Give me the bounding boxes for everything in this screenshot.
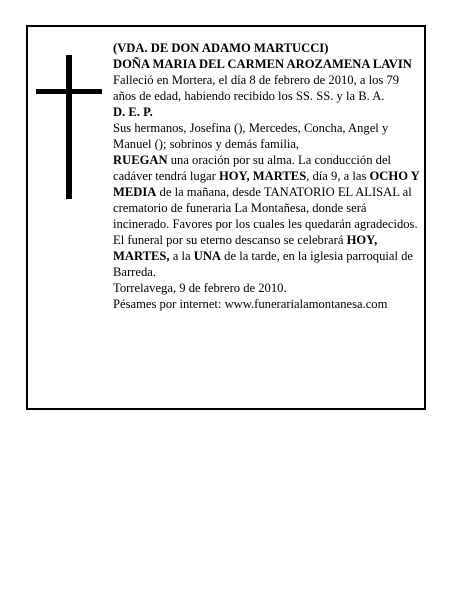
hoy-martes-2: HOY, MARTES,: [113, 233, 378, 263]
widow-line: (VDA. DE DON ADAMO MARTUCCI): [113, 41, 329, 55]
death-details: Falleció en Mortera, el día 8 de febrero de 2010, a los 79 años de edad, habiendo recibido los SS. SS. y la B. A.: [113, 73, 400, 103]
obituary-notice: [26, 25, 426, 410]
arrangements-text-4: a la: [169, 249, 194, 263]
arrangements-paragraph: [113, 152, 421, 280]
cross-icon: [36, 55, 102, 199]
dep-line: D. E. P.: [113, 105, 153, 119]
ruegan-word: RUEGAN: [113, 153, 168, 167]
arrangements-text-1: una oración por su alma. La conducción del cadáver tendrá lugar: [113, 153, 392, 183]
arrangements-text-5: de la tarde, en la iglesia parroquial de Barreda.: [113, 249, 413, 279]
notice-text: [113, 40, 421, 312]
ocho-y-media: OCHO Y MEDIA: [113, 169, 420, 199]
place-date: Torrelavega, 9 de febrero de 2010.: [113, 281, 287, 295]
arrangements-text-2: , día 9, a las: [306, 169, 370, 183]
arrangements-text-3: de la mañana, desde TANATORIO EL ALISAL al crematorio de funeraria La Montañesa, donde será incinerado. Favores por los cuales les quedarán agradecidos. El funeral por su eterno descanso se celebrará: [113, 185, 418, 247]
family-line: Sus hermanos, Josefina (), Mercedes, Concha, Angel y Manuel (); sobrinos y demás familia,: [113, 121, 389, 151]
condolences-line: Pésames por internet: www.funerarialamontanesa.com: [113, 297, 388, 311]
una-word: UNA: [193, 249, 222, 263]
hoy-martes-1: HOY, MARTES: [218, 169, 307, 183]
deceased-name: DOÑA MARIA DEL CARMEN AROZAMENA LAVIN: [113, 57, 412, 71]
